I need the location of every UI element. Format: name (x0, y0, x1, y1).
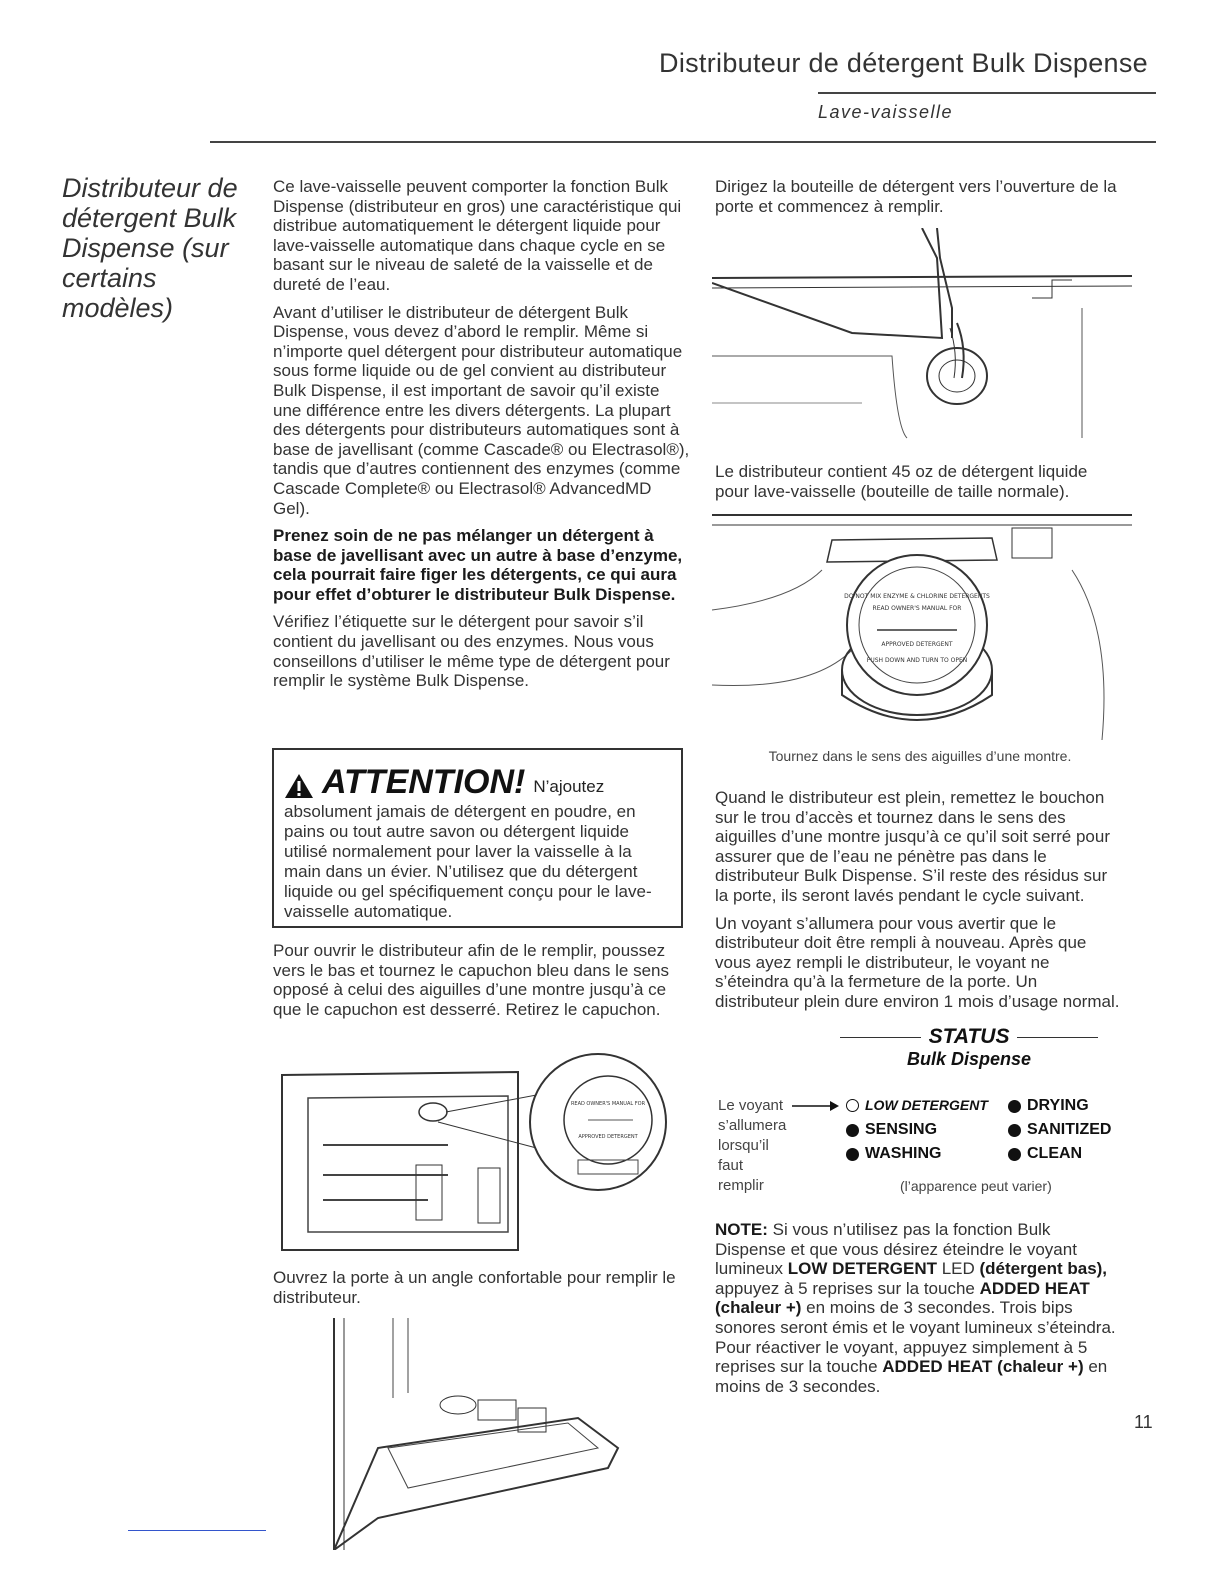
warning-paragraph: Prenez soin de ne pas mélanger un détergent à base de javellisant avec un autre à base d’enzyme, cela pourrait faire figer les détergents, ce qui aura pour effet d’obturer le distributeur Bulk Dispense. (273, 526, 683, 604)
open-dispenser-text (273, 941, 691, 1027)
section-divider (210, 141, 1156, 143)
intro-paragraph: Ce lave-vaisselle peuvent comporter la fonction Bulk Dispense (distributeur en gros) une caractéristique qui distribue automatiquement le détergent liquide pour lave-vaisselle automatique dans chaque cycle en se basant sur le niveau de saleté de la vaisselle et de dureté de l’eau. (273, 177, 682, 294)
led-sensing: SENSING (846, 1121, 937, 1139)
fill-instructions-paragraph: Avant d’utiliser le distributeur de détergent Bulk Dispense, vous devez d’abord le remplir. Même si n’importe quel détergent pour distributeur automatique sous forme liquide ou de gel convient au distributeur Bulk Dispense, il est important de savoir qu’il existe une différence entre les divers détergents. La plupart des détergents pour distributeurs automatiques sont à base de javellisant (comme Cascade® ou Electrasol®), tandis que d’autres contiennent des enzymes (comme Cascade Complete® ou Electrasol® AdvancedMD Gel). (273, 302, 690, 518)
bottle-pouring-illustration (712, 228, 1132, 446)
attention-lead: N’ajoutez (533, 777, 605, 796)
led-drying: DRYING (1008, 1097, 1089, 1115)
open-door-paragraph: Ouvrez la porte à un angle confortable pour remplir le distributeur. (273, 1268, 676, 1307)
cap-approved-label: APPROVED DETERGENT (578, 1134, 638, 1140)
header-divider (818, 92, 1156, 94)
page-number: 11 (1134, 1412, 1153, 1432)
cap-read-label: READ OWNER'S MANUAL FOR (570, 1101, 646, 1107)
led-washing: WASHING (846, 1145, 941, 1163)
page-header-title: Distributeur de détergent Bulk Dispense (659, 48, 1148, 78)
page-header-subtitle: Lave-vaisselle (818, 102, 954, 122)
attention-text: absolument jamais de détergent en poudre, en pains ou tout autre savon ou détergent liquide utilisé normalement pour laver la vaisselle à la main dans un évier. N’utilisez que du détergent liquide ou gel spécifiquement conçu pour le lave-vaisselle automatique. (284, 802, 652, 921)
pour-text (715, 177, 1125, 224)
open-dispenser-paragraph: Pour ouvrir le distributeur afin de le remplir, poussez vers le bas et tournez le capuchon bleu dans le sens opposé à celui des aiguilles d’une montre jusqu’à ce que le capuchon est desserré. Retirez le capuchon. (273, 941, 669, 1019)
attention-box (272, 748, 683, 928)
led-sanitized: SANITIZED (1008, 1121, 1111, 1139)
led-clean: CLEAN (1008, 1145, 1082, 1163)
led-on-icon (1008, 1100, 1021, 1113)
led-low-detergent: LOW DETERGENT (846, 1097, 988, 1113)
indicator-paragraph: Un voyant s’allumera pour vous avertir que le distributeur doit être rempli à nouveau. Après que vous ayez rempli le distributeur, le voyant ne s’éteindra qu’à la fermeture de la porte. Un distributeur plein dure environ 1 mois d’usage normal. (715, 913, 1120, 1011)
led-on-icon (846, 1124, 859, 1137)
capacity-paragraph: Le distributeur contient 45 oz de détergent liquide pour lave-vaisselle (bouteille de taille normale). (715, 462, 1088, 501)
open-door-text (273, 1268, 691, 1315)
section-title: Distributeur de détergent Bulk Dispense (sur certains modèles) (62, 173, 238, 323)
appearance-note: (l’apparence peut varier) (900, 1178, 1052, 1194)
door-dispenser-illustration (278, 1050, 678, 1260)
led-on-icon (1008, 1124, 1021, 1137)
status-title: STATUS (928, 1025, 1010, 1048)
attention-heading: ATTENTION! (322, 763, 526, 801)
warning-icon (284, 772, 314, 800)
dispenser-cap-illustration (712, 510, 1132, 742)
status-side-note: Le voyant s’allumera lorsqu’il faut remplir (718, 1097, 787, 1194)
label-check-paragraph: Vérifiez l’étiquette sur le détergent pour savoir s’il contient du javellisant ou des enzymes. Nous vous conseillons d’utiliser le même type de détergent pour remplir le système Bulk Dispense. (273, 612, 670, 691)
open-door-illustration (328, 1318, 628, 1550)
led-on-icon (1008, 1148, 1021, 1161)
arrow-icon (792, 1099, 840, 1113)
led-on-icon (846, 1148, 859, 1161)
cap-read-label-2: READ OWNER'S MANUAL FOR (872, 605, 962, 612)
bulk-dispense-title: Bulk Dispense (906, 1049, 1032, 1069)
cap-bottom-label: PUSH DOWN AND TURN TO OPEN (866, 657, 968, 664)
cap-top-label: DO NOT MIX ENZYME & CHLORINE DETERGENTS (844, 593, 990, 600)
cap-caption: Tournez dans le sens des aiguilles d’une montre. (768, 748, 1072, 764)
status-panel (840, 1025, 1098, 1070)
cap-approved-label-2: APPROVED DETERGENT (881, 641, 953, 648)
column-left-top (273, 177, 691, 699)
capacity-text (715, 462, 1125, 509)
close-cap-paragraph: Quand le distributeur est plein, remettez le bouchon sur le trou d’accès et tournez dans le sens des aiguilles d’une montre jusqu’à ce qu’il soit serré pour assurer que de l’eau ne pénètre pas dans le distributeur Bulk Dispense. S’il reste des résidus sur la porte, ils seront lavés pendant le cycle suivant. (715, 788, 1110, 905)
refill-text (715, 788, 1125, 1020)
footer-rule (128, 1530, 266, 1531)
led-off-icon (846, 1099, 859, 1112)
pour-paragraph: Dirigez la bouteille de détergent vers l’ouverture de la porte et commencez à remplir. (715, 177, 1117, 216)
note-paragraph: NOTE: Si vous n’utilisez pas la fonction Bulk Dispense et que vous désirez éteindre le voyant lumineux LOW DETERGENT LED (détergent bas), appuyez à 5 reprises sur la touche ADDED HEAT (chaleur +) en moins de 3 secondes. Trois bips sonores seront émis et le voyant lumineux s’éteindra. Pour réactiver le voyant, appuyez simplement à 5 reprises sur la touche ADDED HEAT (chaleur +) en moins de 3 secondes. (715, 1220, 1116, 1396)
